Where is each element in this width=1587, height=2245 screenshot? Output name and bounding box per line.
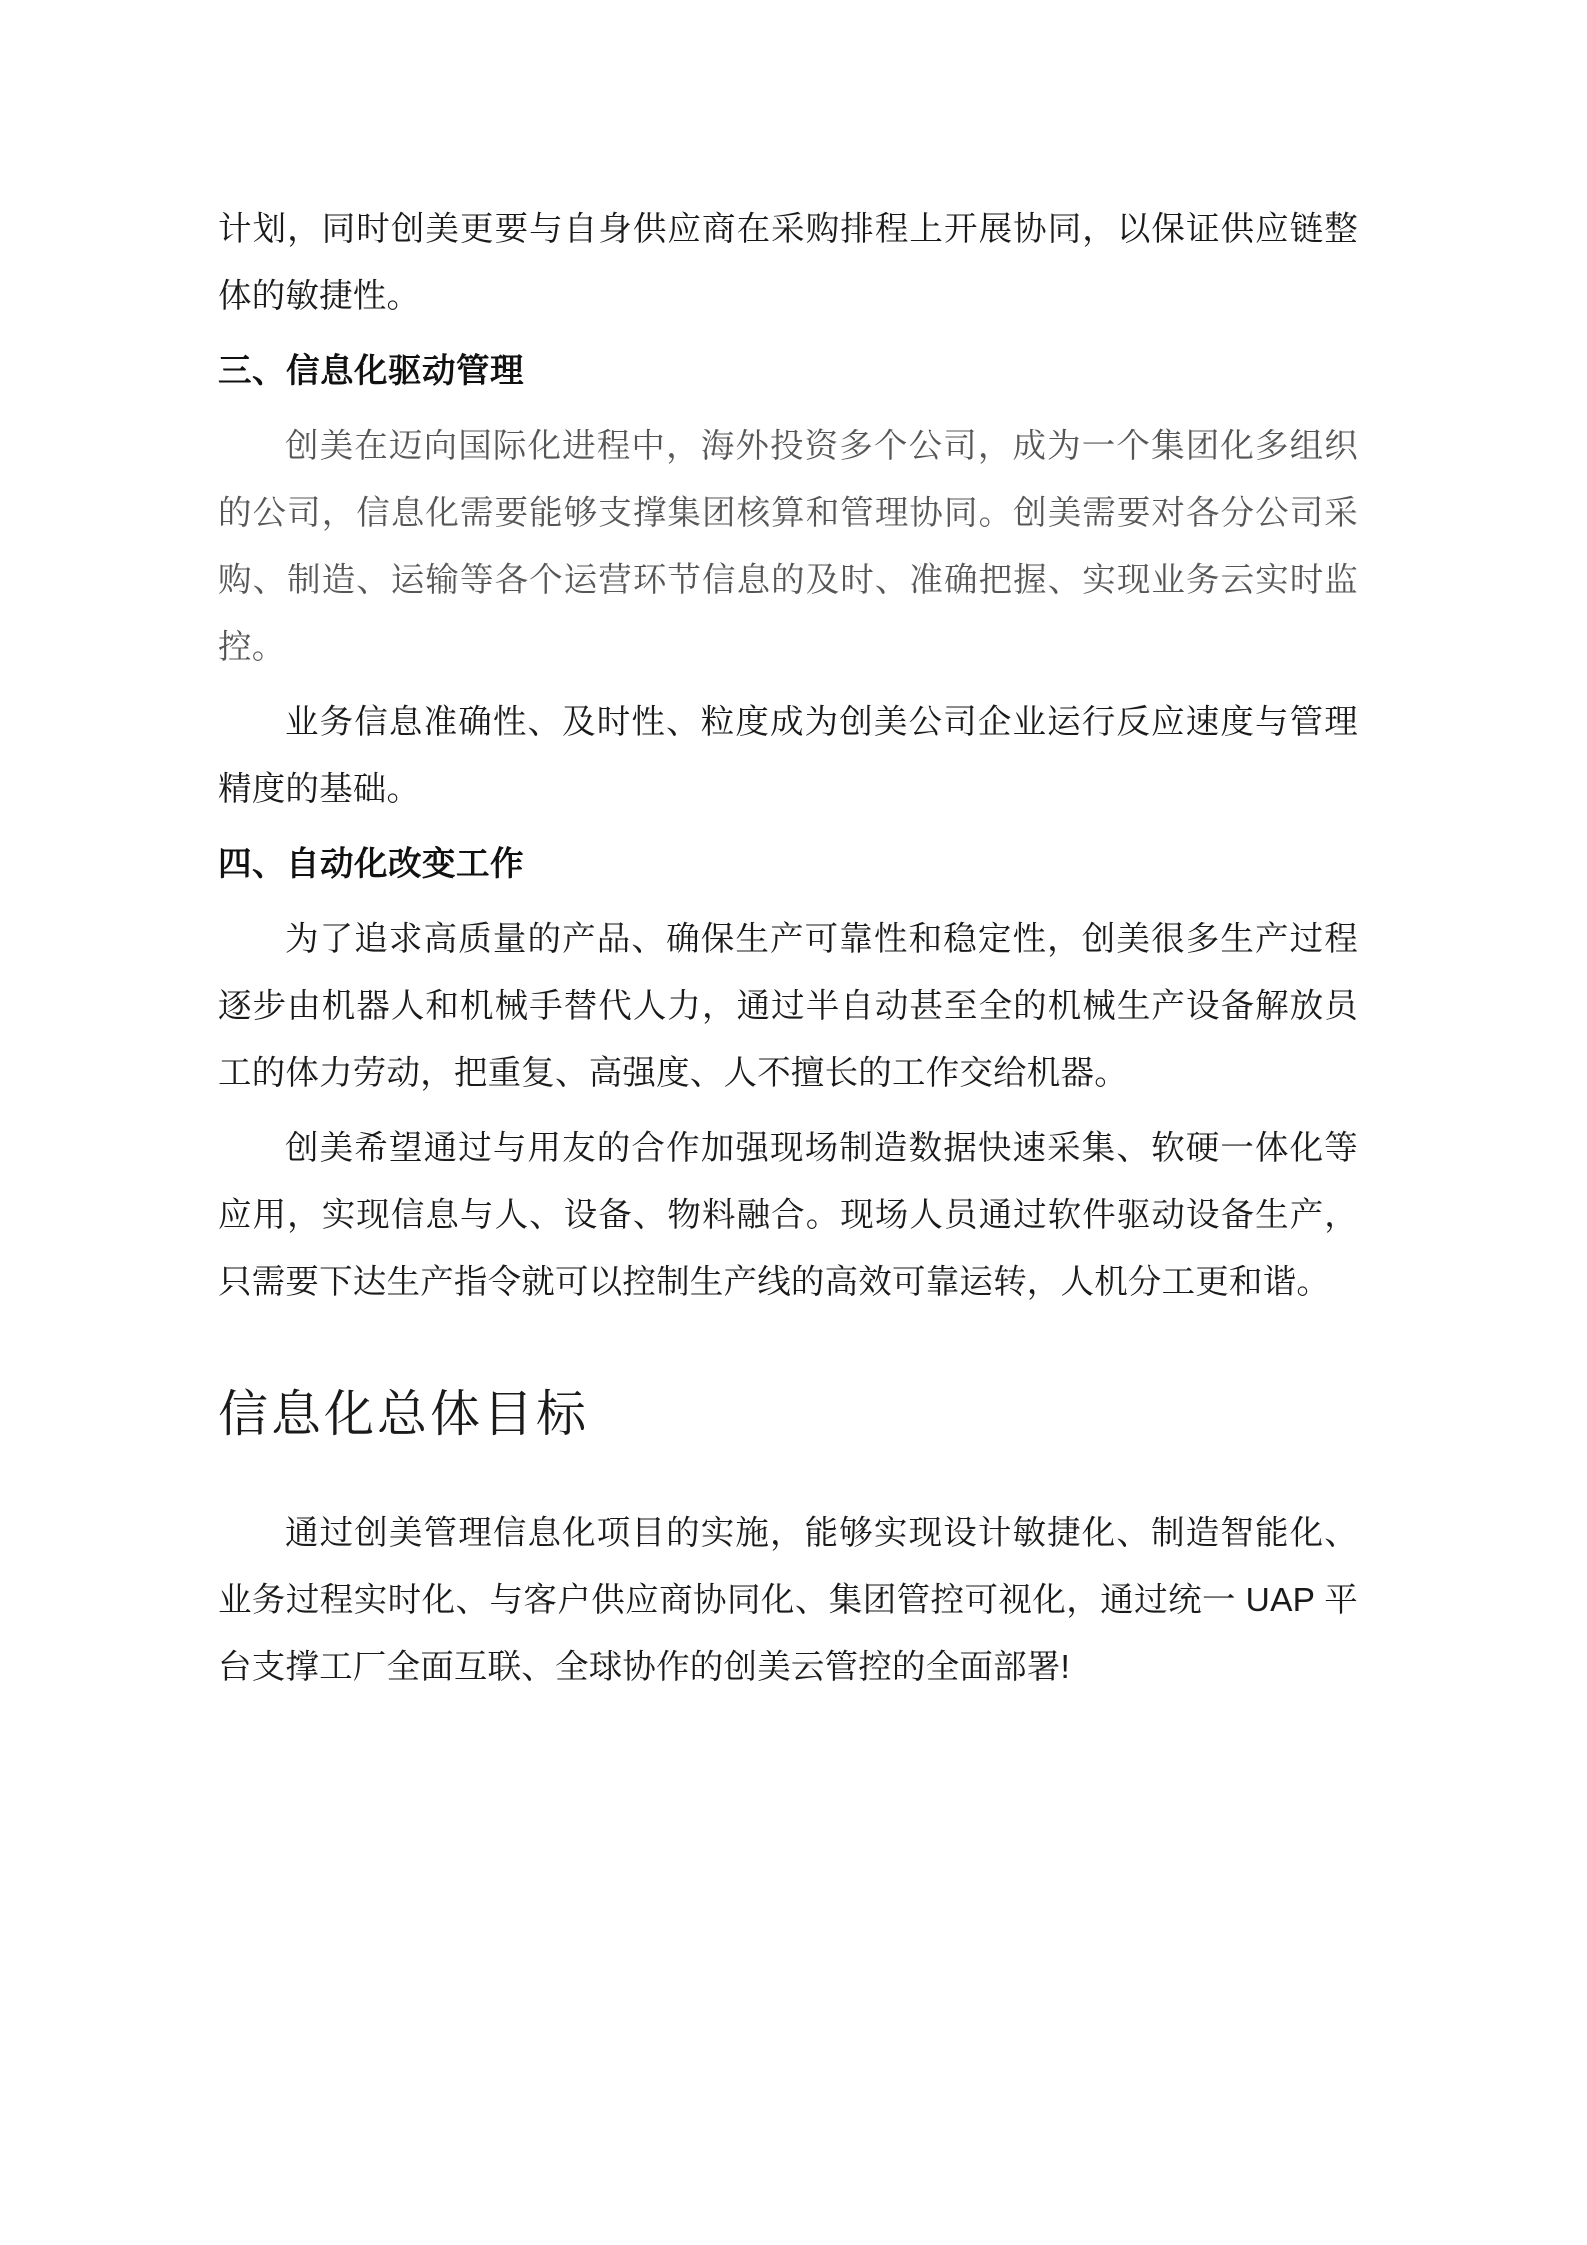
spacer [218, 898, 1358, 906]
heading-section-three: 三、信息化驱动管理 [218, 353, 524, 390]
spacer [218, 405, 1358, 413]
heading-overall-goal: 信息化总体目标 [218, 1386, 589, 1442]
paragraph-section-three-1: 创美在迈向国际化进程中，海外投资多个公司，成为一个集团化多组织的公司，信息化需要能够支撑集团核算和管理协同。创美需要对各分公司采购、制造、运输等各个运营环节信息的及时、准确把握、实现业务云实时监控。 [218, 428, 1358, 666]
paragraph-section-four-1: 为了追求高质量的产品、确保生产可靠性和稳定性，创美很多生产过程逐步由机器人和机械手替代人力，通过半自动甚至全的机械生产设备解放员工的体力劳动，把重复、高强度、人不擅长的工作交给机器。 [218, 921, 1358, 1092]
spacer [218, 1107, 1358, 1115]
paragraph-continuation: 计划，同时创美更要与自身供应商在采购排程上开展协同，以保证供应链整体的敏捷性。 [218, 211, 1358, 315]
spacer [218, 823, 1358, 831]
paragraph-section-four-2: 创美希望通过与用友的合作加强现场制造数据快速采集、软硬一体化等应用，实现信息与人、设备、物料融合。现场人员通过软件驱动设备生产，只需要下达生产指令就可以控制生产线的高效可靠运转，人机分工更和谐。 [218, 1130, 1358, 1301]
spacer [218, 330, 1358, 338]
paragraph-overall-goal: 通过创美管理信息化项目的实施，能够实现设计敏捷化、制造智能化、业务过程实时化、与客户供应商协同化、集团管控可视化，通过统一 UAP 平台支撑工厂全面互联、全球协作的创美云管控的全面部署! [218, 1514, 1358, 1686]
document-content [218, 196, 1358, 1701]
spacer [218, 1316, 1358, 1376]
paragraph-section-three-2: 业务信息准确性、及时性、粒度成为创美公司企业运行反应速度与管理精度的基础。 [218, 704, 1358, 808]
spacer [218, 1454, 1358, 1500]
spacer [218, 681, 1358, 689]
heading-section-four: 四、自动化改变工作 [218, 846, 524, 883]
